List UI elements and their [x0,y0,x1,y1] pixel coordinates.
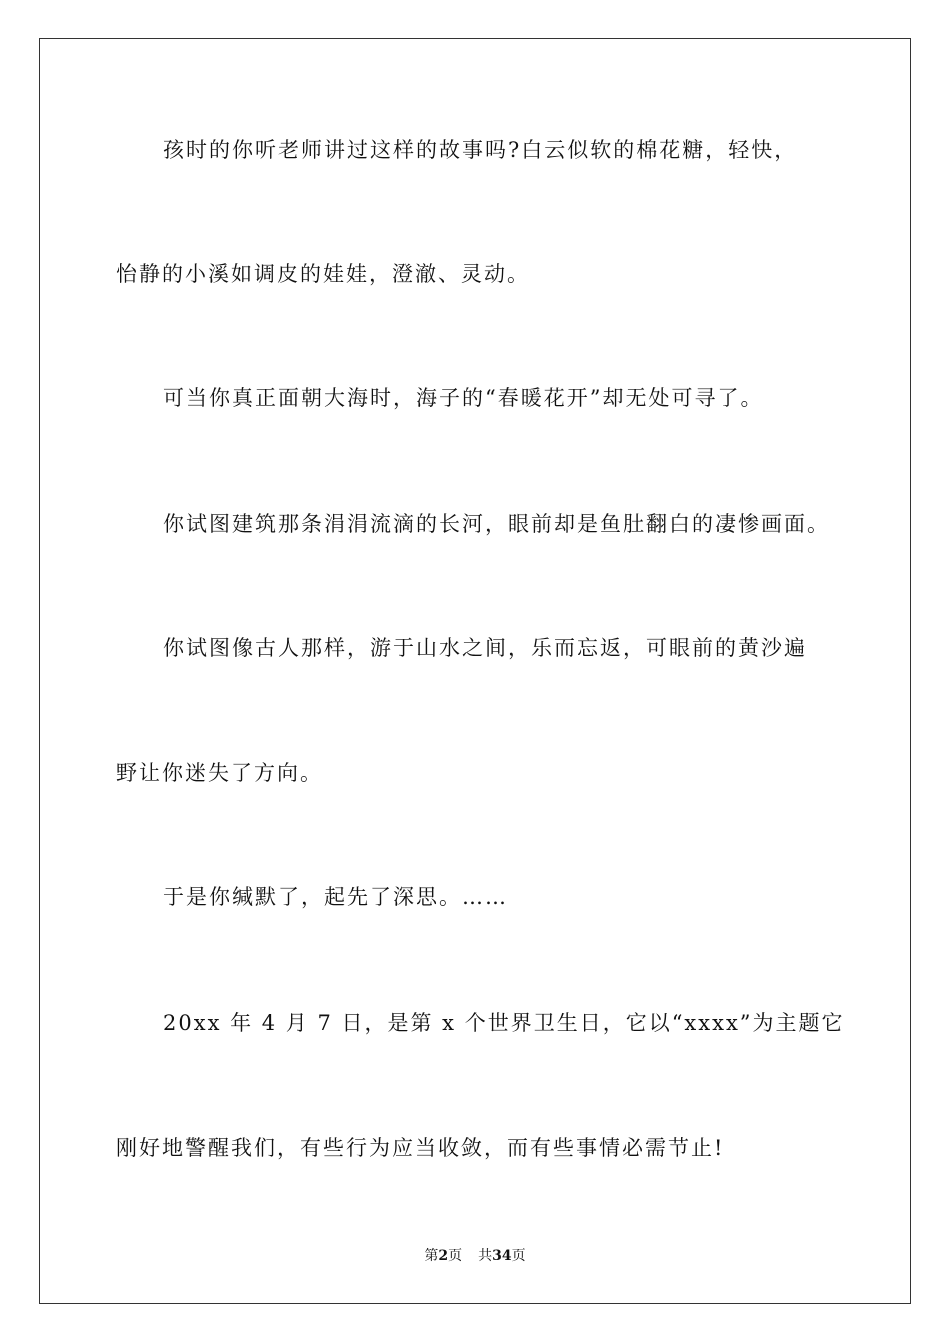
total-suffix: 页 [511,1248,526,1264]
total-prefix: 共 [478,1248,493,1264]
paragraph-line-3: 可当你真正面朝大海时，海子的“春暖花开”却无处可寻了。 [163,386,764,410]
paragraph-line-2: 怡静的小溪如调皮的娃娃，澄澈、灵动。 [116,262,530,286]
page-footer [0,1247,950,1265]
paragraph-line-9: 刚好地警醒我们，有些行为应当收敛，而有些事情必需节止! [116,1136,725,1160]
page-border [39,38,911,1304]
paragraph-line-4: 你试图建筑那条涓涓流滴的长河，眼前却是鱼肚翻白的凄惨画面。 [163,512,830,536]
page-suffix: 页 [448,1248,463,1264]
paragraph-line-6: 野让你迷失了方向。 [116,761,323,785]
page-prefix: 第 [424,1248,439,1264]
paragraph-line-1: 孩时的你听老师讲过这样的故事吗?白云似软的棉花糖，轻快， [163,138,798,162]
paragraph-line-7: 于是你缄默了，起先了深思。…… [163,885,508,909]
paragraph-line-5: 你试图像古人那样，游于山水之间，乐而忘返，可眼前的黄沙遍 [163,636,807,660]
page-number: 2 [438,1248,449,1264]
total-pages: 34 [492,1248,512,1264]
paragraph-line-8: 20xx 年 4 月 7 日，是第 x 个世界卫生日，它以“xxxx”为主题它 [163,1011,845,1035]
